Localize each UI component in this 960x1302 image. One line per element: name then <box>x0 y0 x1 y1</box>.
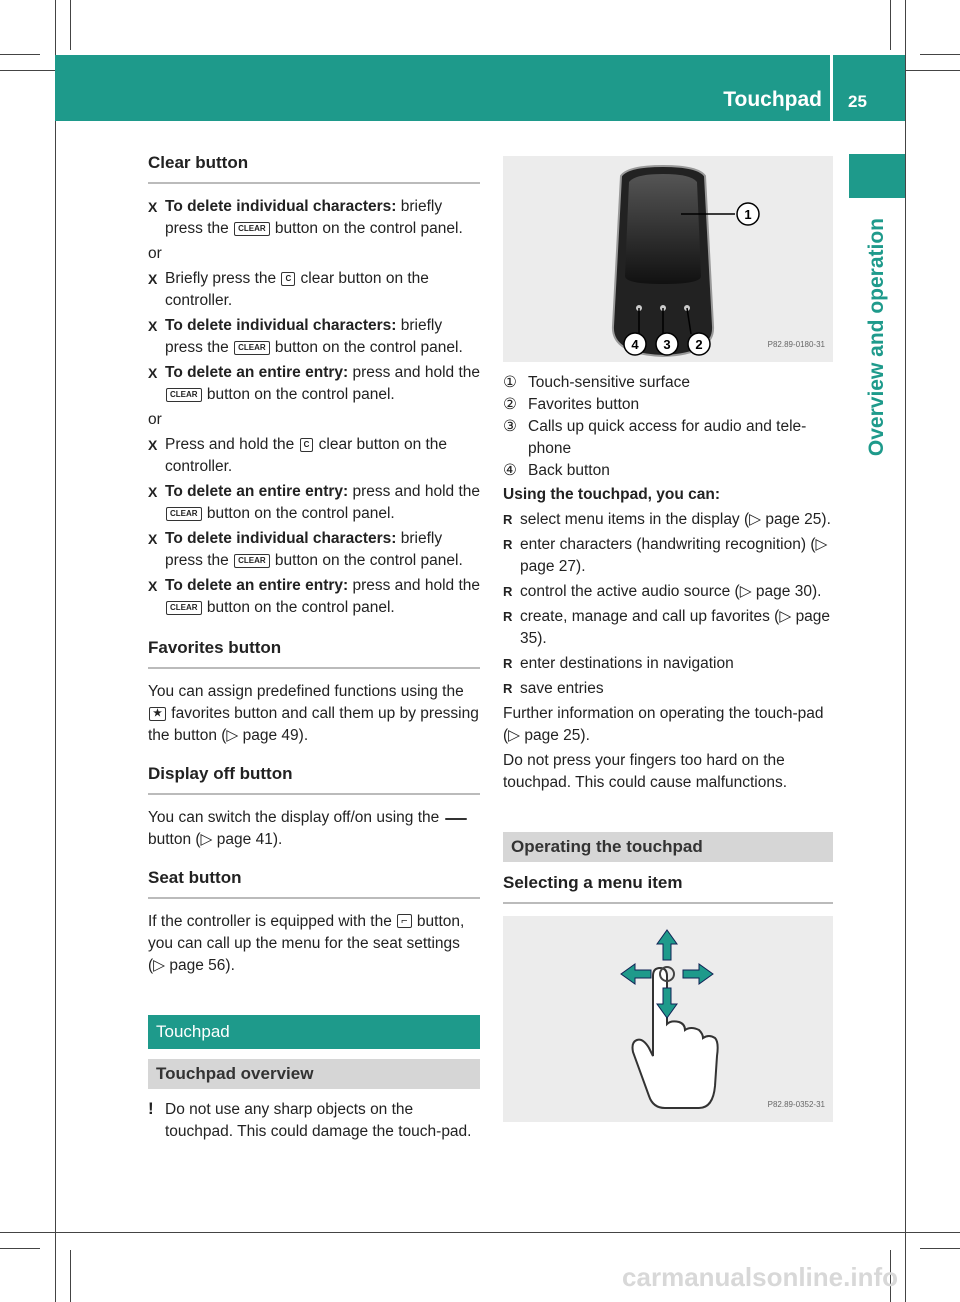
instruction-item <box>148 196 480 240</box>
dont-press-note: Do not press your fingers too hard on the touchpad. This could cause malfunctions. <box>503 752 788 791</box>
callout-1-label: 1 <box>744 207 752 222</box>
legend-text: Back button <box>528 462 610 479</box>
crop-mark <box>890 0 891 50</box>
display-off-heading: Display off button <box>148 763 480 795</box>
bullet-item: R create, manage and call up favorites (▷ page 35). <box>503 606 833 650</box>
crop-mark <box>0 1248 40 1249</box>
crop-mark <box>70 0 71 50</box>
touchpad-figure <box>503 156 833 362</box>
instruction-item <box>148 481 480 525</box>
instruction-item <box>148 575 480 619</box>
legend-item <box>503 394 833 416</box>
clear-heading: Clear button <box>148 152 480 184</box>
clear-list <box>148 196 480 619</box>
callout-2-label: 2 <box>695 337 703 352</box>
further-info: Further information on operating the touch-pad (▷ page 25). <box>503 705 824 744</box>
instruction-text: button on the control panel. <box>270 552 463 569</box>
arrow-up-icon <box>657 930 677 960</box>
figure-code: P82.89-0352-31 <box>767 1100 825 1109</box>
clear-key-icon: CLEAR <box>166 601 202 615</box>
bullet-item: R select menu items in the display (▷ page 25). <box>503 509 833 531</box>
instruction-item <box>148 268 480 312</box>
callout-3 <box>656 333 678 355</box>
instruction-bold: To delete an entire entry: <box>165 577 349 594</box>
legend-text: Touch-sensitive surface <box>528 374 690 391</box>
left-column <box>148 152 480 1146</box>
star-icon: ★ <box>149 707 166 721</box>
operating-bar: Operating the touchpad <box>503 832 833 862</box>
instruction-text: briefly press the <box>165 530 443 569</box>
instruction-item <box>148 362 480 406</box>
legend-item <box>503 460 833 482</box>
favorites-text <box>148 681 480 747</box>
legend-number: ② <box>503 396 517 413</box>
bullet-item: R save entries <box>503 678 833 700</box>
favorites-text-post: favorites button and call them up by pressing the button (▷ page 49). <box>148 705 479 744</box>
arrow-left-icon <box>621 964 651 984</box>
touch-surface <box>625 174 701 284</box>
callout-4 <box>624 333 646 355</box>
crop-mark <box>920 54 960 55</box>
figure-code: P82.89-0180-31 <box>767 340 825 349</box>
instruction-text: button on the control panel. <box>202 505 395 522</box>
callout-4-label: 4 <box>631 337 639 352</box>
gesture-figure <box>503 916 833 1122</box>
hand-icon <box>633 968 718 1108</box>
instruction-bold: To delete individual characters: <box>165 317 397 334</box>
clear-key-icon: CLEAR <box>166 388 202 402</box>
legend-text: Calls up quick access for audio and tele-phone <box>528 418 807 457</box>
bullet-item: R enter destinations in navigation <box>503 653 833 675</box>
bullet-item: R enter characters (handwriting recognition) (▷ page 27). <box>503 534 833 578</box>
header-title: Touchpad <box>723 88 822 111</box>
or-separator: or <box>148 245 162 262</box>
warning-note: ! Do not use any sharp objects on the touchpad. This could damage the touch-pad. <box>148 1099 480 1143</box>
callout-2 <box>688 333 710 355</box>
crop-mark <box>70 1250 71 1302</box>
instruction-text: button on the control panel. <box>270 339 463 356</box>
instruction-bold: To delete individual characters: <box>165 198 397 215</box>
right-column <box>503 156 833 1122</box>
bullet-item: R control the active audio source (▷ page 30). <box>503 581 833 603</box>
clear-key-icon: CLEAR <box>166 507 202 521</box>
display-off-text <box>148 807 480 851</box>
page-number: 25 <box>848 92 867 111</box>
legend-item <box>503 372 833 394</box>
touchpad-overview-bar: Touchpad overview <box>148 1059 480 1089</box>
seat-text <box>148 911 480 977</box>
display-off-text-pre: You can switch the display off/on using the <box>148 809 444 826</box>
instruction-text: briefly press the <box>165 198 443 237</box>
favorites-heading: Favorites button <box>148 637 480 669</box>
instruction-item <box>148 434 480 478</box>
instruction-item <box>148 315 480 359</box>
seat-text-pre: If the controller is equipped with the <box>148 913 397 930</box>
watermark: carmanualsonline.info <box>622 1262 898 1292</box>
legend-list <box>503 372 833 482</box>
instruction-text: button on the control panel. <box>270 220 463 237</box>
instruction-text: press and hold the <box>348 483 481 500</box>
legend-number: ④ <box>503 462 517 479</box>
clear-c-icon: C <box>300 438 314 452</box>
instruction-text: clear button on the controller. <box>165 270 429 309</box>
selecting-heading: Selecting a menu item <box>503 872 833 904</box>
instruction-text: briefly press the <box>165 317 443 356</box>
instruction-item <box>148 528 480 572</box>
legend-item <box>503 416 833 460</box>
instruction-bold: To delete individual characters: <box>165 530 397 547</box>
crop-mark <box>0 1232 960 1233</box>
instruction-text: press and hold the <box>348 577 481 594</box>
instruction-text: Briefly press the <box>165 270 281 287</box>
instruction-text: press and hold the <box>348 364 481 381</box>
using-heading: Using the touchpad, you can: <box>503 486 721 503</box>
crop-mark <box>920 1248 960 1249</box>
clear-c-icon: C <box>281 272 295 286</box>
display-off-icon <box>445 818 467 820</box>
callout-3-label: 3 <box>663 337 671 352</box>
instruction-text: button on the control panel. <box>202 386 395 403</box>
clear-key-icon: CLEAR <box>234 222 270 236</box>
or-separator: or <box>148 411 162 428</box>
seat-text-post: button, you can call up the menu for the seat settings (▷ page 56). <box>148 913 465 974</box>
gesture-illustration <box>503 916 833 1122</box>
instruction-bold: To delete an entire entry: <box>165 483 349 500</box>
crop-mark <box>905 0 906 1302</box>
legend-text: Favorites button <box>528 396 640 413</box>
touchpad-section-bar: Touchpad <box>148 1015 480 1049</box>
instruction-text: button on the control panel. <box>202 599 395 616</box>
instruction-text: Press and hold the <box>165 436 299 453</box>
crop-mark <box>0 54 40 55</box>
instruction-bold: To delete an entire entry: <box>165 364 349 381</box>
instruction-text: clear button on the controller. <box>165 436 448 475</box>
legend-number: ③ <box>503 418 517 435</box>
callout-1 <box>737 203 759 225</box>
seat-icon: ⌐ <box>397 914 411 928</box>
section-label: Overview and operation <box>865 218 888 457</box>
touchpad-illustration <box>503 156 833 362</box>
crop-mark <box>55 0 56 1302</box>
clear-key-icon: CLEAR <box>234 554 270 568</box>
arrow-right-icon <box>683 964 713 984</box>
header-separator <box>830 55 833 121</box>
section-tab <box>849 154 905 198</box>
seat-heading: Seat button <box>148 867 480 899</box>
using-list <box>503 509 833 700</box>
legend-number: ① <box>503 374 517 391</box>
clear-key-icon: CLEAR <box>234 341 270 355</box>
favorites-text-pre: You can assign predefined functions using the <box>148 683 464 700</box>
display-off-text-post: button (▷ page 41). <box>148 831 283 848</box>
